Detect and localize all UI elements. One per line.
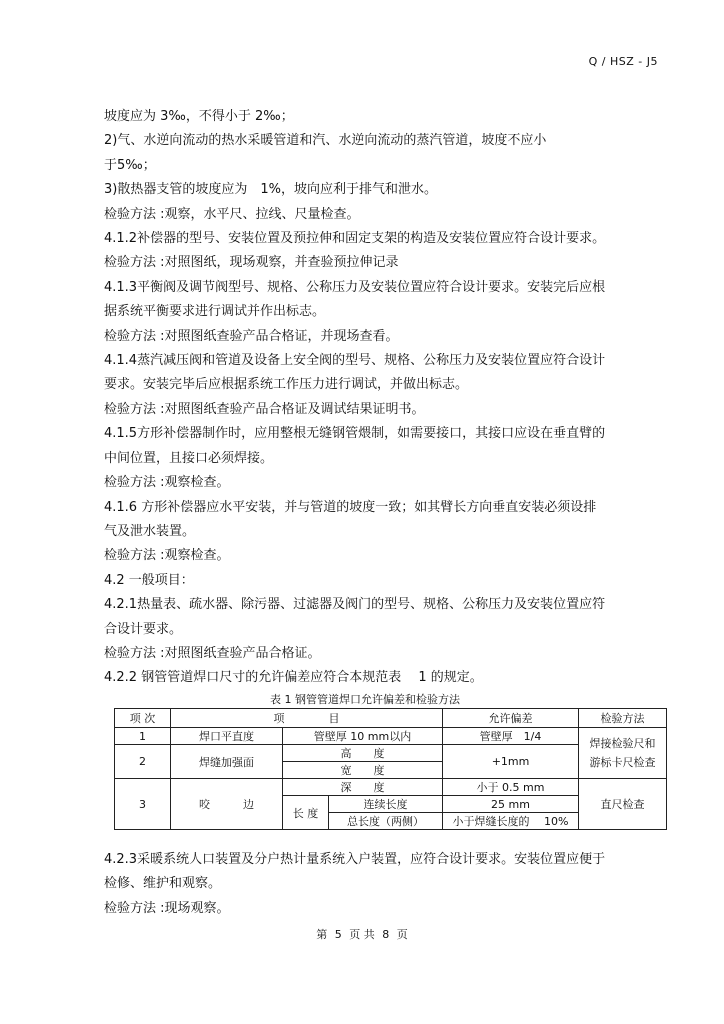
text-line: 2)气、水逆向流动的热水采暖管道和汽、水逆向流动的蒸汽管道，坡度不应小 [104,133,547,149]
row2-height: 高 度 [283,745,443,762]
text-line: 4.1.6 方形补偿器应水平安装，并与管道的坡度一致；如其臂长方向垂直安装必须设排 [104,499,597,515]
body-text [104,105,644,691]
footer-page-number: 5 [334,928,342,941]
text-line: 4.2.3采暖系统人口装置及分户热计量系统入户装置，应符合设计要求。安装位置应便于 [104,852,606,867]
text-line: 要求。安装完毕后应根据系统工作压力进行调试，并做出标志。 [104,377,469,393]
text-line: 检修、维护和观察。 [104,876,222,892]
text-line: 检验方法 :观察检查。 [104,548,230,564]
text-line: 4.2.1热量表、疏水器、除污器、过滤器及阀门的型号、规格、公称压力及安装位置应符 [104,597,606,613]
text-line: 3)散热器支管的坡度应为 1%，坡向应利于排气和泄水。 [104,182,437,198]
text-line: 检验方法 :对照图纸查验产品合格证，并现场查看。 [104,328,399,344]
text-line: 检验方法 :现场观察。 [104,900,230,916]
row1-sub: 管壁厚 10 mm以内 [283,728,443,745]
row3-total-deviation: 小于焊缝长度的 10% [443,813,579,830]
text-line: 4.2 一般项目： [104,572,194,588]
row3-no: 3 [115,779,171,830]
row1-no: 1 [115,728,171,745]
text-line: 检验方法 :对照图纸查验产品合格证及调试结果证明书。 [104,401,425,417]
method-ruler: 直尺检查 [579,779,667,830]
row3-continuous: 连续长度 [329,796,443,813]
row3-depth-deviation: 小于 0.5 mm [443,779,579,796]
row3-length: 长 度 [283,796,329,830]
text-line: 检验方法 :观察检查。 [104,475,230,491]
weld-tolerance-table [114,708,667,830]
table-caption: 表 1 钢管管道焊口允许偏差和检验方法 [270,693,460,706]
header-method: 检验方法 [579,709,667,728]
text-line: 据系统平衡要求进行调试并作出标志。 [104,304,326,320]
text-line: 检验方法 :对照图纸，现场观察，并查验预拉伸记录 [104,255,399,271]
table-row [115,779,667,796]
text-line: 4.1.4蒸汽减压阀和管道及设备上安全阀的型号、规格、公称压力及安装位置应符合设计 [104,353,606,369]
header-item: 项 目 [171,709,443,728]
header-no: 项 次 [115,709,171,728]
row1-item: 焊口平直度 [171,728,283,745]
table-header-row [115,709,667,728]
row3-item: 咬 边 [171,779,283,830]
text-line: 检验方法 :观察，水平尺、拉线、尺量检查。 [104,206,360,222]
row2-width: 宽 度 [283,762,443,779]
text-line: 中间位置，且接口必须焊接。 [104,450,274,466]
text-line: 于5‰； [104,157,156,173]
row2-no: 2 [115,745,171,779]
page-footer [0,926,724,942]
text-line: 4.1.5方形补偿器制作时，应用整根无缝钢管煨制，如需要接口，其接口应设在垂直臂的 [104,426,606,442]
text-line: 检验方法 :对照图纸查验产品合格证。 [104,645,321,661]
row2-item: 焊缝加强面 [171,745,283,779]
footer-middle: 页 共 [349,928,375,941]
text-line: 4.2.2 钢管管道焊口尺寸的允许偏差应符合本规范表 1 的规定。 [104,670,483,686]
text-line: 4.1.2补偿器的型号、安装位置及预拉伸和固定支架的构造及安装位置应符合设计要求。 [104,231,606,247]
header-deviation: 允许偏差 [443,709,579,728]
row3-continuous-deviation: 25 mm [443,796,579,813]
text-line: 4.1.3平衡阀及调节阀型号、规格、公称压力及安装位置应符合设计要求。安装完后应根 [104,279,606,295]
text-line: 气及泄水装置。 [104,523,196,539]
method-weld-gauge: 焊接检验尺和游标卡尺检查 [579,728,667,779]
tail-text [104,848,644,921]
row3-total: 总长度（两侧） [329,813,443,830]
table-row [115,728,667,745]
row1-deviation: 管壁厚 1/4 [443,728,579,745]
row3-depth: 深 度 [283,779,443,796]
document-code: Q / HSZ - J5 [588,55,658,68]
text-line: 坡度应为 3‰，不得小于 2‰； [104,109,294,124]
footer-suffix: 页 [396,928,408,941]
footer-total-pages: 8 [382,928,390,941]
footer-prefix: 第 [316,928,328,941]
row2-deviation: +1mm [443,745,579,779]
text-line: 合设计要求。 [104,621,183,637]
